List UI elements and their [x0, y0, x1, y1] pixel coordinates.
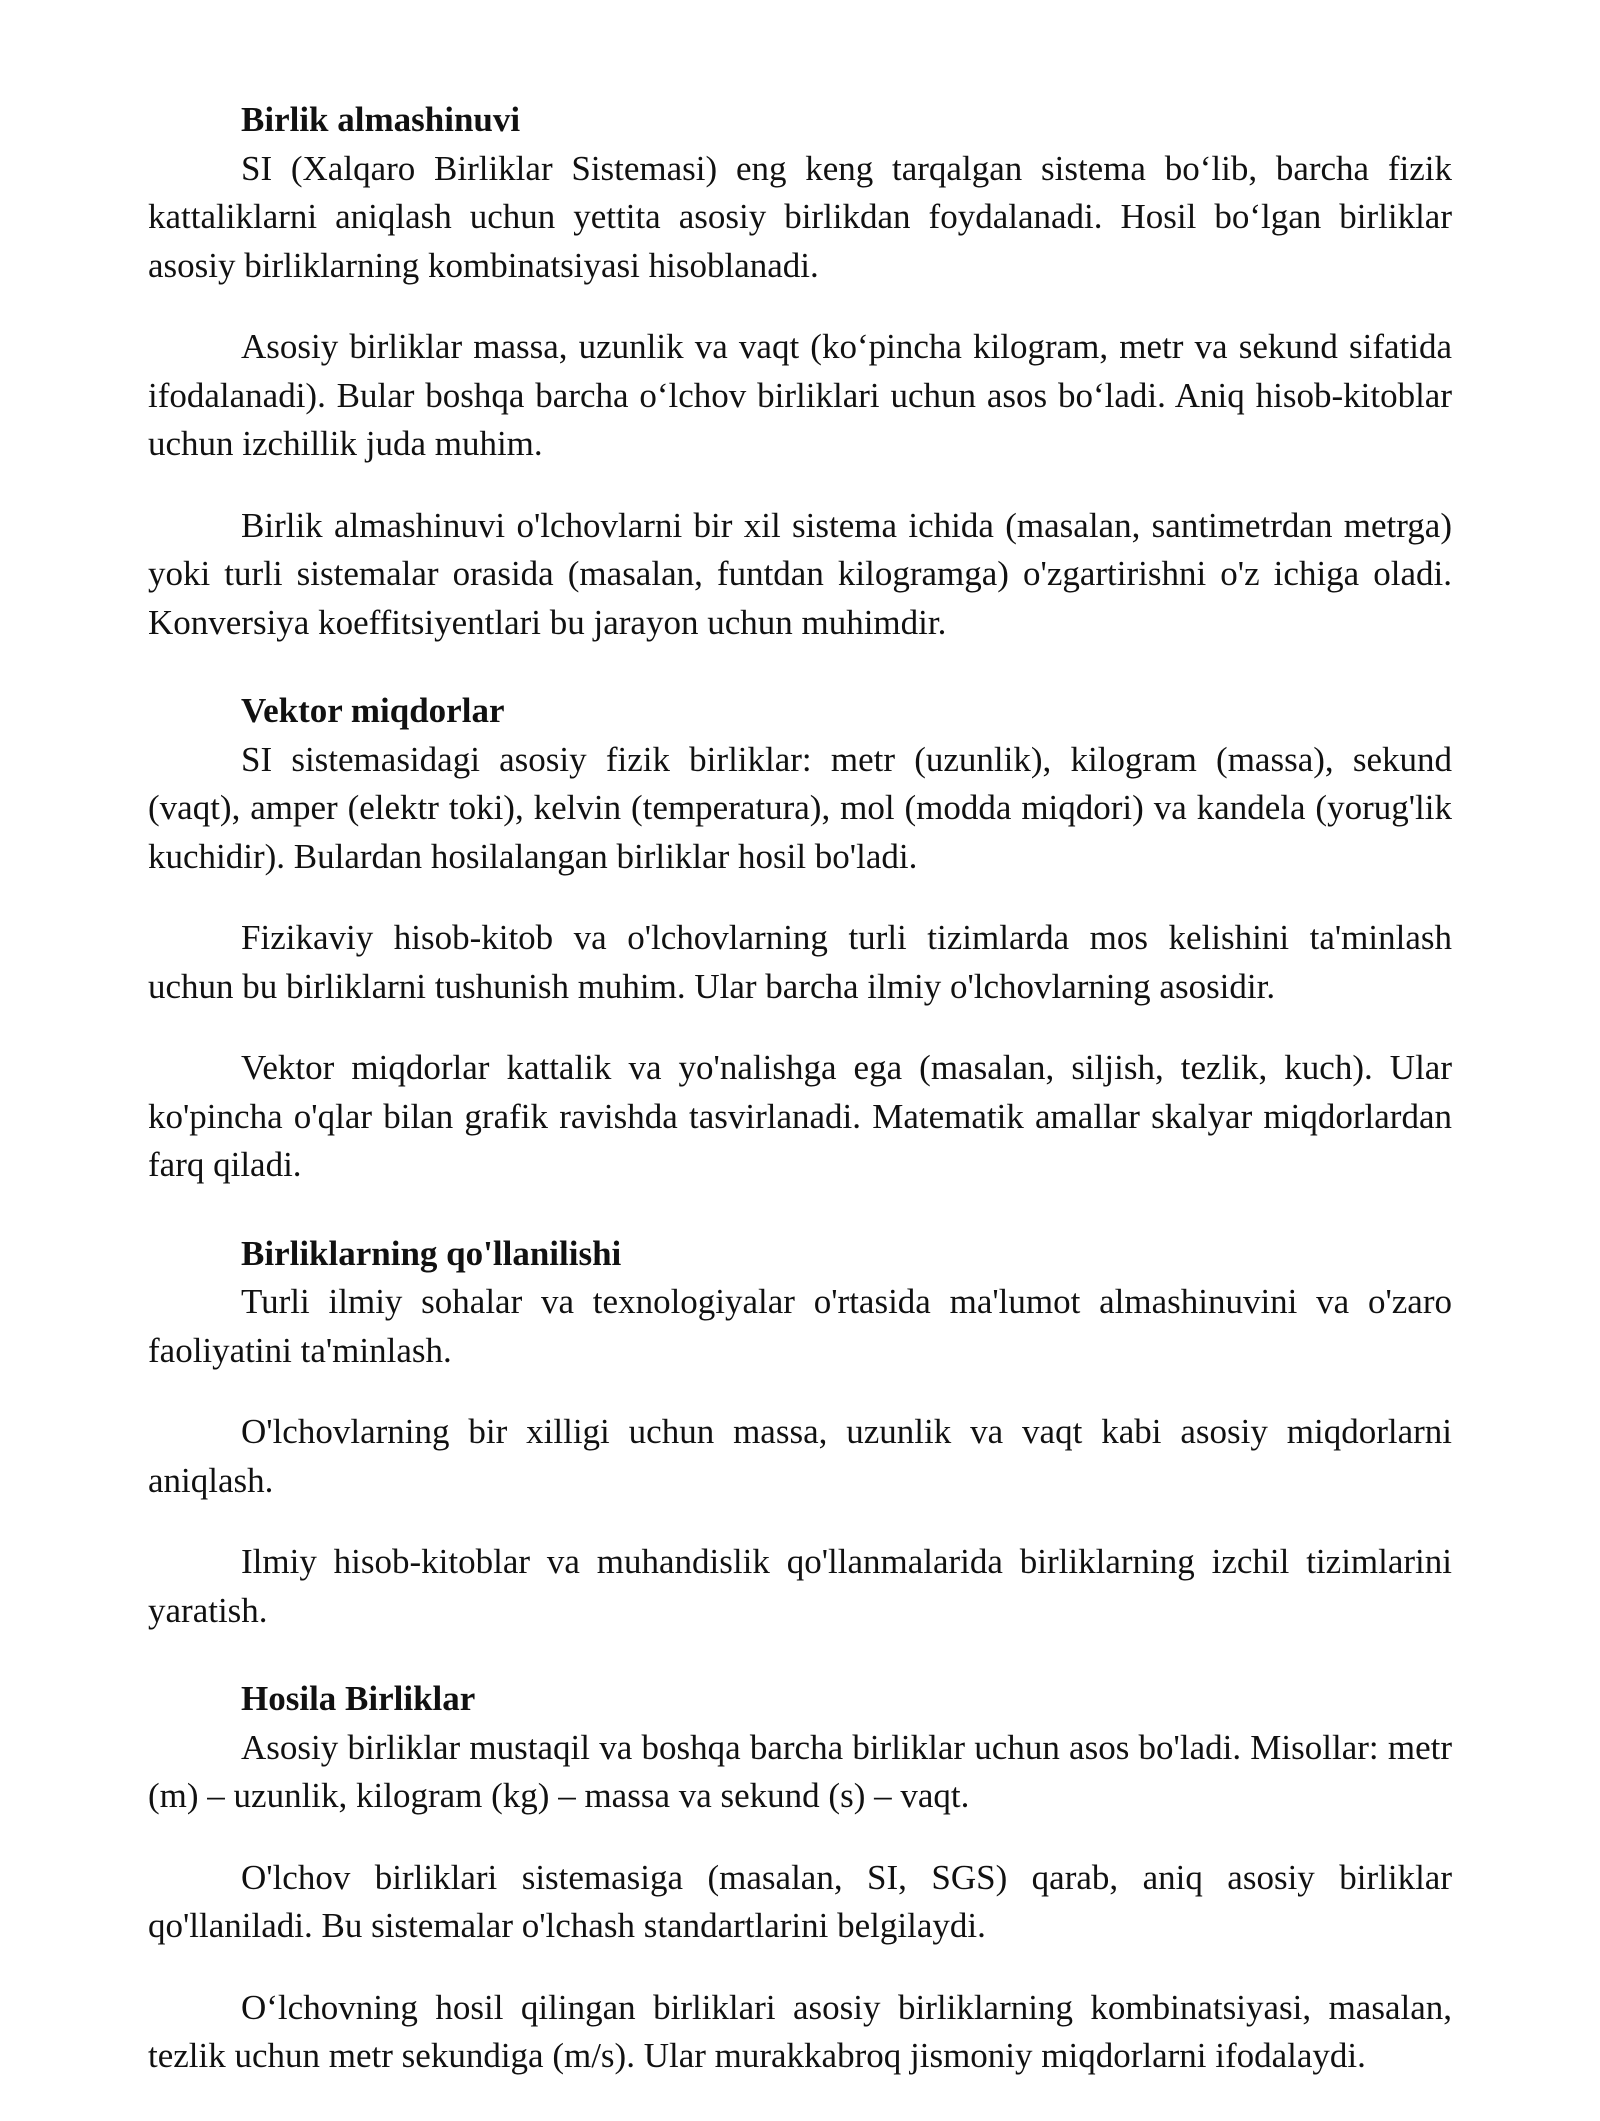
paragraph: O'lchovlarning bir xilligi uchun massa, uzunlik va vaqt kabi asosiy miqdorlarni aniqlash.	[148, 1412, 1452, 1500]
section-heading: Birliklarning qo'llanilishi	[241, 1233, 622, 1273]
paragraph: Asosiy birliklar mustaqil va boshqa barcha birliklar uchun asos bo'ladi. Misollar: metr (m) – uzunlik, kilogram (kg) – massa va sekund (s) – vaqt.	[148, 1727, 1452, 1815]
paragraph: Vektor miqdorlar kattalik va yo'nalishga ega (masalan, siljish, tezlik, kuch). Ular ko'pincha o'qlar bilan grafik ravishda tasvirlanadi. Matematik amallar skalyar miqdorlardan farq qiladi.	[148, 1048, 1452, 1184]
section-hosila-birliklar	[148, 1675, 1452, 2081]
section-birliklarning-qollanilishi	[148, 1230, 1452, 1636]
paragraph: Turli ilmiy sohalar va texnologiyalar o'rtasida ma'lumot almashinuvini va o'zaro faoliyatini ta'minlash.	[148, 1282, 1452, 1370]
paragraph: Fizikaviy hisob-kitob va o'lchovlarning turli tizimlarda mos kelishini ta'minlash uchun bu birliklarni tushunish muhim. Ular barcha ilmiy o'lchovlarning asosidir.	[148, 918, 1452, 1006]
paragraph: SI (Xalqaro Birliklar Sistemasi) eng keng tarqalgan sistema bo‘lib, barcha fizik kattaliklarni aniqlash uchun yettita asosiy birlikdan foydalanadi. Hosil bo‘lgan birliklar asosiy birliklarning kombinatsiyasi hisoblanadi.	[148, 148, 1452, 285]
paragraph: Asosiy birliklar massa, uzunlik va vaqt (ko‘pincha kilogram, metr va sekund sifatida ifodalanadi). Bular boshqa barcha o‘lchov birliklari uchun asos bo‘ladi. Aniq hisob-kitoblar uchun izchillik juda muhim.	[148, 327, 1452, 463]
paragraph: Birlik almashinuvi o'lchovlarni bir xil sistema ichida (masalan, santimetrdan metrga) yoki turli sistemalar orasida (masalan, funtdan kilogramga) o'zgartirishni o'z ichiga oladi. Konversiya koeffitsiyentlari bu jarayon uchun muhimdir.	[148, 505, 1452, 642]
section-heading: Vektor miqdorlar	[241, 691, 505, 730]
paragraph: Ilmiy hisob-kitoblar va muhandislik qo'llanmalarida birliklarning izchil tizimlarini yaratish.	[148, 1542, 1452, 1630]
section-birlik-almashinuvi	[148, 96, 1452, 647]
paragraph: SI sistemasidagi asosiy fizik birliklar: metr (uzunlik), kilogram (massa), sekund (vaqt), amper (elektr toki), kelvin (temperatura), mol (modda miqdori) va kandela (yorug'lik kuchidir). Bulardan hosilalangan birliklar hosil bo'ladi.	[148, 739, 1452, 876]
section-vektor-miqdorlar	[148, 687, 1452, 1190]
paragraph: O'lchov birliklari sistemasiga (masalan, SI, SGS) qarab, aniq asosiy birliklar qo'llaniladi. Bu sistemalar o'lchash standartlarini belgilaydi.	[148, 1857, 1452, 1945]
document-page	[148, 96, 1452, 2121]
section-heading: Birlik almashinuvi	[241, 100, 521, 139]
paragraph: O‘lchovning hosil qilingan birliklari asosiy birliklarning kombinatsiyasi, masalan, tezlik uchun metr sekundiga (m/s). Ular murakkabroq jismoniy miqdorlarni ifodalaydi.	[148, 1987, 1452, 2075]
section-heading: Hosila Birliklar	[241, 1679, 476, 1718]
